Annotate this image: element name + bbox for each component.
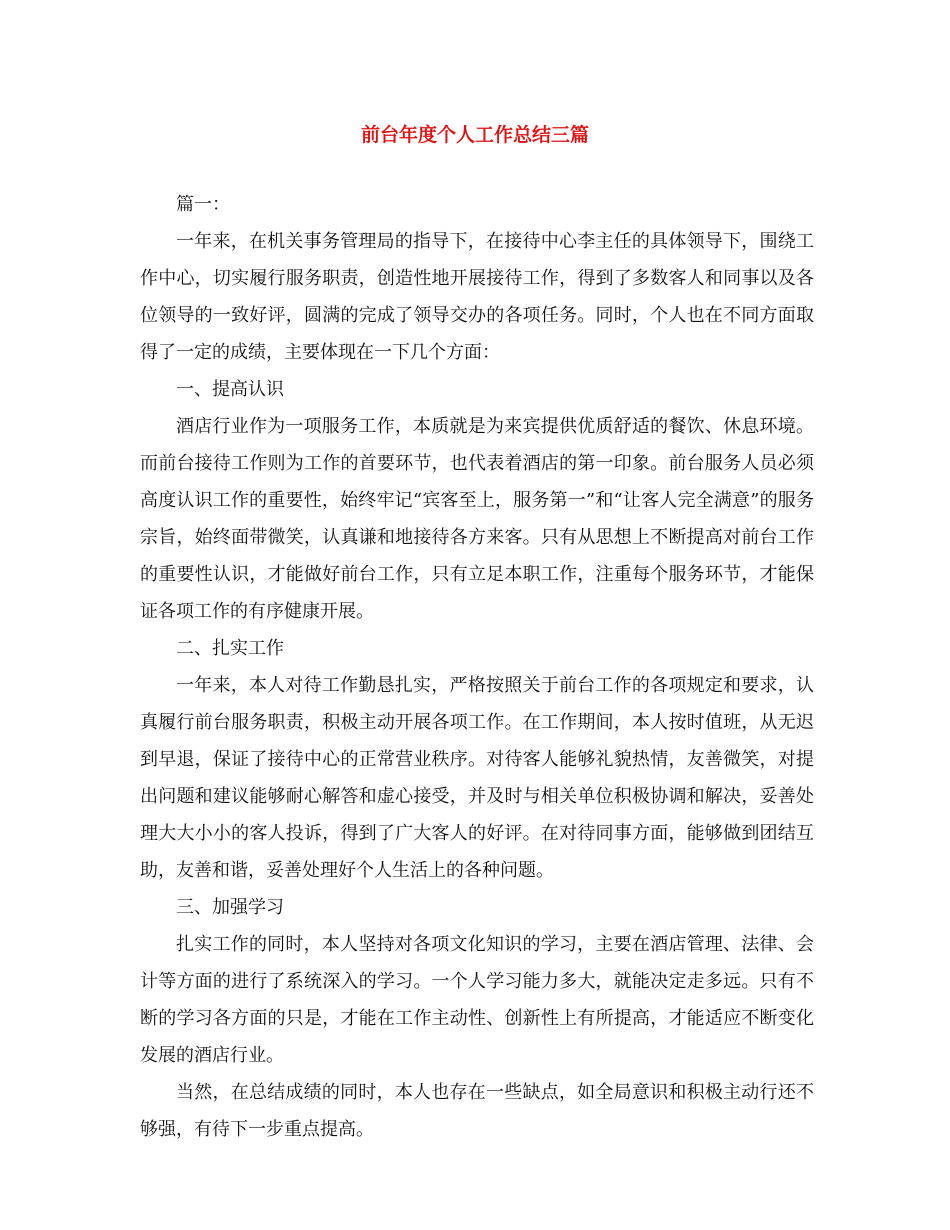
paragraph-shortcomings: 当然，在总结成绩的同时，本人也存在一些缺点，如全局意识和积极主动行还不够强，有待下一步重点提高。 xyxy=(140,1082,814,1140)
section-label-part-one: 篇一： xyxy=(176,194,230,215)
paragraph-learning: 扎实工作的同时，本人坚持对各项文化知识的学习，主要在酒店管理、法律、会计等方面的进行了系统深入的学习。一个人学习能力多大，就能决定走多远。只有不断的学习各方面的只是，才能在工作主动性、创新性上有所提高，才能适应不断变化发展的酒店行业。 xyxy=(140,934,814,1066)
heading-strengthen-learning: 三、加强学习 xyxy=(176,897,284,918)
heading-solid-work: 二、扎实工作 xyxy=(176,638,284,659)
intro-paragraph: 一年来，在机关事务管理局的指导下，在接待中心李主任的具体领导下，围绕工作中心，切实履行服务职责，创造性地开展接待工作，得到了多数客人和同事以及各位领导的一致好评，圆满的完成了领导交办的各项任务。同时，个人也在不同方面取得了一定的成绩，主要体现在一下几个方面： xyxy=(140,231,814,363)
paragraph-awareness: 酒店行业作为一项服务工作，本质就是为来宾提供优质舒适的餐饮、休息环境。而前台接待工作则为工作的首要环节，也代表着酒店的第一印象。前台服务人员必须高度认识工作的重要性，始终牢记“宾客至上，服务第一”和“让客人完全满意”的服务宗旨，始终面带微笑，认真谦和地接待各方来客。只有从思想上不断提高对前台工作的重要性认识，才能做好前台工作，只有立足本职工作，注重每个服务环节，才能保证各项工作的有序健康开展。 xyxy=(140,416,814,622)
document-title: 前台年度个人工作总结三篇 xyxy=(360,124,589,146)
document-body xyxy=(140,186,814,1148)
paragraph-solid-work: 一年来，本人对待工作勤恳扎实，严格按照关于前台工作的各项规定和要求，认真履行前台服务职责，积极主动开展各项工作。在工作期间，本人按时值班，从无迟到早退，保证了接待中心的正常营业秩序。对待客人能够礼貌热情，友善微笑，对提出问题和建议能够耐心解答和虚心接受，并及时与相关单位积极协调和解决，妥善处理大大小小的客人投诉，得到了广大客人的好评。在对待同事方面，能够做到团结互助，友善和谐，妥善处理好个人生活上的各种问题。 xyxy=(140,675,814,881)
heading-improve-awareness: 一、提高认识 xyxy=(176,379,284,400)
